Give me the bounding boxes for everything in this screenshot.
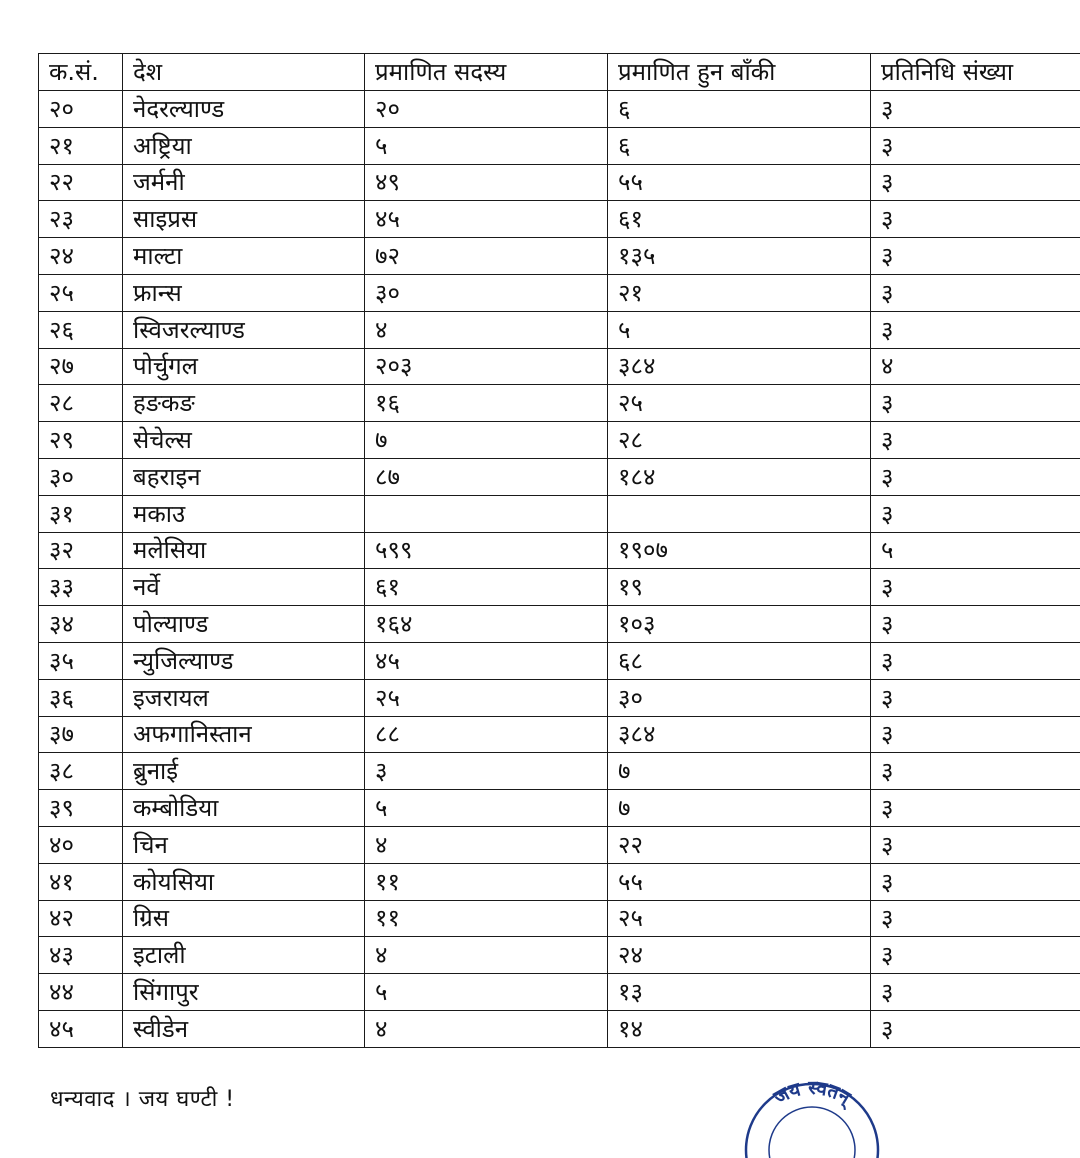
verified-members-cell: ५ [365, 127, 608, 164]
representative-count-cell: ३ [871, 238, 1080, 275]
country-cell: सेचेल्स [123, 422, 365, 459]
representative-count-cell: ३ [871, 826, 1080, 863]
verified-members-cell: ४ [365, 826, 608, 863]
table-row [39, 238, 1080, 275]
pending-verification-cell: २५ [608, 900, 871, 937]
pending-verification-cell: २८ [608, 422, 871, 459]
verified-members-cell: ४९ [365, 164, 608, 201]
verified-members-cell: ८८ [365, 716, 608, 753]
representative-count-cell: ३ [871, 274, 1080, 311]
serial-number-cell: २८ [39, 385, 123, 422]
pending-verification-cell: २४ [608, 937, 871, 974]
pending-verification-cell: ७ [608, 790, 871, 827]
table-row [39, 385, 1080, 422]
country-cell: सिंगापुर [123, 974, 365, 1011]
verified-members-cell: १६४ [365, 606, 608, 643]
members-table [38, 53, 1080, 1048]
serial-number-cell: २३ [39, 201, 123, 238]
verified-members-cell: २० [365, 91, 608, 128]
representative-count-cell: ३ [871, 974, 1080, 1011]
country-cell: अफगानिस्तान [123, 716, 365, 753]
serial-number-cell: ३८ [39, 753, 123, 790]
pending-verification-cell: १३५ [608, 238, 871, 275]
serial-number-cell: ४४ [39, 974, 123, 1011]
representative-count-cell: ३ [871, 127, 1080, 164]
pending-verification-cell: ६ [608, 91, 871, 128]
country-cell: इजरायल [123, 679, 365, 716]
representative-count-cell: ३ [871, 201, 1080, 238]
verified-members-cell: ११ [365, 863, 608, 900]
representative-count-cell: ३ [871, 753, 1080, 790]
pending-verification-cell: १४ [608, 1010, 871, 1047]
verified-members-cell: १६ [365, 385, 608, 422]
closing-text: धन्यवाद । जय घण्टी ! [50, 1083, 235, 1113]
pending-verification-cell: ६ [608, 127, 871, 164]
country-cell: चिन [123, 826, 365, 863]
table-body [39, 91, 1080, 1048]
representative-count-cell: ३ [871, 495, 1080, 532]
representative-count-cell: ४ [871, 348, 1080, 385]
table-row [39, 458, 1080, 495]
pending-verification-cell: २५ [608, 385, 871, 422]
pending-verification-cell: २२ [608, 826, 871, 863]
table-row [39, 274, 1080, 311]
serial-number-cell: ३६ [39, 679, 123, 716]
representative-count-cell: ३ [871, 458, 1080, 495]
serial-number-cell: २५ [39, 274, 123, 311]
representative-count-cell: ३ [871, 642, 1080, 679]
pending-verification-cell: ५५ [608, 863, 871, 900]
pending-verification-cell: १९ [608, 569, 871, 606]
table-row [39, 716, 1080, 753]
verified-members-cell: ४५ [365, 642, 608, 679]
table-row [39, 826, 1080, 863]
table-row [39, 422, 1080, 459]
table-row [39, 606, 1080, 643]
table-row [39, 91, 1080, 128]
pending-verification-cell: २१ [608, 274, 871, 311]
verified-members-cell: ५ [365, 790, 608, 827]
country-cell: नेदरल्याण्ड [123, 91, 365, 128]
representative-count-cell: ३ [871, 422, 1080, 459]
table-row [39, 127, 1080, 164]
verified-members-cell: ३० [365, 274, 608, 311]
serial-number-cell: ४५ [39, 1010, 123, 1047]
pending-verification-cell [608, 495, 871, 532]
country-cell: जर्मनी [123, 164, 365, 201]
pending-verification-cell: ३८४ [608, 716, 871, 753]
representative-count-cell: ५ [871, 532, 1080, 569]
serial-number-cell: २० [39, 91, 123, 128]
header-verified-members: प्रमाणित सदस्य [365, 54, 608, 91]
country-cell: इटाली [123, 937, 365, 974]
pending-verification-cell: १९०७ [608, 532, 871, 569]
table-row [39, 348, 1080, 385]
table-row [39, 201, 1080, 238]
verified-members-cell: ७२ [365, 238, 608, 275]
pending-verification-cell: ६१ [608, 201, 871, 238]
country-cell: अष्ट्रिया [123, 127, 365, 164]
header-serial-number: क.सं. [39, 54, 123, 91]
serial-number-cell: २१ [39, 127, 123, 164]
serial-number-cell: २९ [39, 422, 123, 459]
verified-members-cell: ५ [365, 974, 608, 1011]
seal-text: जय स्वतन् [769, 1078, 857, 1112]
country-cell: ग्रिस [123, 900, 365, 937]
country-cell: हङकङ [123, 385, 365, 422]
representative-count-cell: ३ [871, 716, 1080, 753]
serial-number-cell: ३३ [39, 569, 123, 606]
country-cell: स्वीडेन [123, 1010, 365, 1047]
verified-members-cell [365, 495, 608, 532]
table-row [39, 679, 1080, 716]
representative-count-cell: ३ [871, 1010, 1080, 1047]
representative-count-cell: ३ [871, 606, 1080, 643]
representative-count-cell: ३ [871, 679, 1080, 716]
verified-members-cell: ४ [365, 311, 608, 348]
serial-number-cell: ४३ [39, 937, 123, 974]
table-row [39, 569, 1080, 606]
verified-members-cell: ४५ [365, 201, 608, 238]
representative-count-cell: ३ [871, 790, 1080, 827]
serial-number-cell: ३१ [39, 495, 123, 532]
country-cell: मलेसिया [123, 532, 365, 569]
verified-members-cell: ८७ [365, 458, 608, 495]
representative-count-cell: ३ [871, 91, 1080, 128]
serial-number-cell: ३५ [39, 642, 123, 679]
serial-number-cell: ४० [39, 826, 123, 863]
representative-count-cell: ३ [871, 164, 1080, 201]
pending-verification-cell: १८४ [608, 458, 871, 495]
country-cell: ब्रुनाई [123, 753, 365, 790]
serial-number-cell: ३७ [39, 716, 123, 753]
table-row [39, 900, 1080, 937]
country-cell: न्युजिल्याण्ड [123, 642, 365, 679]
pending-verification-cell: ३८४ [608, 348, 871, 385]
seal-stamp [742, 1078, 882, 1158]
representative-count-cell: ३ [871, 900, 1080, 937]
country-cell: साइप्रस [123, 201, 365, 238]
representative-count-cell: ३ [871, 569, 1080, 606]
serial-number-cell: २६ [39, 311, 123, 348]
country-cell: फ्रान्स [123, 274, 365, 311]
table-row [39, 164, 1080, 201]
table-header-row [39, 54, 1080, 91]
verified-members-cell: ४ [365, 1010, 608, 1047]
table-row [39, 495, 1080, 532]
verified-members-cell: ११ [365, 900, 608, 937]
country-cell: माल्टा [123, 238, 365, 275]
table-row [39, 311, 1080, 348]
pending-verification-cell: १३ [608, 974, 871, 1011]
table-row [39, 937, 1080, 974]
country-cell: बहराइन [123, 458, 365, 495]
verified-members-cell: ७ [365, 422, 608, 459]
serial-number-cell: २४ [39, 238, 123, 275]
serial-number-cell: ३० [39, 458, 123, 495]
country-cell: मकाउ [123, 495, 365, 532]
table-row [39, 863, 1080, 900]
verified-members-cell: ३ [365, 753, 608, 790]
representative-count-cell: ३ [871, 385, 1080, 422]
serial-number-cell: ३२ [39, 532, 123, 569]
header-pending-verification: प्रमाणित हुन बाँकी [608, 54, 871, 91]
serial-number-cell: २७ [39, 348, 123, 385]
verified-members-cell: २५ [365, 679, 608, 716]
pending-verification-cell: ५५ [608, 164, 871, 201]
representative-count-cell: ३ [871, 863, 1080, 900]
table-row [39, 790, 1080, 827]
header-country: देश [123, 54, 365, 91]
serial-number-cell: ४२ [39, 900, 123, 937]
verified-members-cell: २०३ [365, 348, 608, 385]
country-cell: कम्बोडिया [123, 790, 365, 827]
country-cell: नर्वे [123, 569, 365, 606]
serial-number-cell: २२ [39, 164, 123, 201]
document-sheet [38, 53, 1080, 1048]
country-cell: पोर्चुगल [123, 348, 365, 385]
verified-members-cell: ६१ [365, 569, 608, 606]
representative-count-cell: ३ [871, 311, 1080, 348]
table-row [39, 974, 1080, 1011]
table-row [39, 1010, 1080, 1047]
verified-members-cell: ४ [365, 937, 608, 974]
header-representative-count: प्रतिनिधि संख्या [871, 54, 1080, 91]
table-row [39, 532, 1080, 569]
serial-number-cell: ३४ [39, 606, 123, 643]
pending-verification-cell: १०३ [608, 606, 871, 643]
pending-verification-cell: ३० [608, 679, 871, 716]
representative-count-cell: ३ [871, 937, 1080, 974]
country-cell: कोयसिया [123, 863, 365, 900]
serial-number-cell: ४१ [39, 863, 123, 900]
country-cell: स्विजरल्याण्ड [123, 311, 365, 348]
country-cell: पोल्याण्ड [123, 606, 365, 643]
table-row [39, 753, 1080, 790]
verified-members-cell: ५९९ [365, 532, 608, 569]
pending-verification-cell: ६८ [608, 642, 871, 679]
pending-verification-cell: ७ [608, 753, 871, 790]
pending-verification-cell: ५ [608, 311, 871, 348]
table-row [39, 642, 1080, 679]
serial-number-cell: ३९ [39, 790, 123, 827]
